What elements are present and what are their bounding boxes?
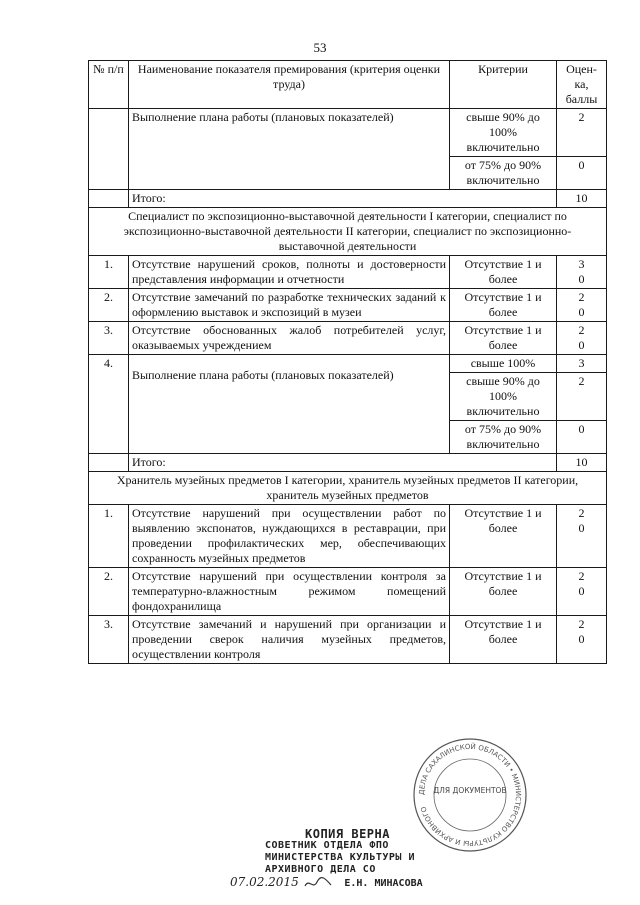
score-no: 0 — [578, 521, 585, 535]
score-yes: 2 — [578, 569, 585, 583]
table-row — [89, 616, 607, 664]
row-name — [129, 355, 450, 454]
row-name: Отсутствие замечаний и нарушений при организации и проведении сверок наличия музейных предметов, осуществлении контроля — [129, 616, 450, 664]
table-row — [89, 355, 607, 373]
row-name: Отсутствие нарушений при осуществлении работ по выявлению экспонатов, нуждающихся в реставрации, при проведении профилактических мер, обеспечивающих сохранность музейных предметов — [129, 505, 450, 568]
score-yes: 3 — [578, 257, 585, 271]
table-row — [89, 322, 607, 355]
table-row — [89, 256, 607, 289]
score-no: 0 — [578, 272, 585, 286]
score-no: 0 — [578, 305, 585, 319]
row-score: 2 — [557, 109, 607, 157]
table-row — [89, 568, 607, 616]
row-score — [557, 505, 607, 568]
row-criteria: Отсутствие 1 и более — [450, 505, 557, 568]
section-title: Хранитель музейных предметов I категории, хранитель музейных предметов II категории, хранитель музейных предметов — [89, 472, 607, 505]
stamp-line-2: СОВЕТНИК ОТДЕЛА ФПО — [265, 840, 389, 851]
copy-certification-stamp — [265, 828, 415, 876]
header-criteria: Критерии — [450, 61, 557, 109]
total-num — [89, 190, 129, 208]
round-seal-stamp — [410, 735, 530, 855]
seal-center-text: ДЛЯ ДОКУМЕНТОВ — [433, 786, 507, 795]
row-name-text: Выполнение плана работы (плановых показателей) — [132, 368, 394, 382]
row-criteria: от 75% до 90% включительно — [450, 157, 557, 190]
row-score: 2 — [557, 373, 607, 421]
table-row — [89, 109, 607, 157]
row-num: 1. — [89, 256, 129, 289]
score-no: 0 — [578, 338, 585, 352]
row-num: 3. — [89, 322, 129, 355]
section-header-row — [89, 472, 607, 505]
row-criteria: Отсутствие 1 и более — [450, 289, 557, 322]
row-num: 1. — [89, 505, 129, 568]
stamp-line-4: АРХИВНОГО ДЕЛА СО — [265, 864, 376, 875]
row-score — [557, 568, 607, 616]
row-num: 2. — [89, 289, 129, 322]
row-num — [89, 109, 129, 190]
total-num — [89, 454, 129, 472]
row-name: Отсутствие нарушений при осуществлении контроля за температурно-влажностным режимом помещений фондохранилища — [129, 568, 450, 616]
header-num: № п/п — [89, 61, 129, 109]
total-value: 10 — [557, 190, 607, 208]
section-title: Специалист по экспозиционно-выставочной деятельности I категории, специалист по экспозиционно-выставочной деятельности II категории, специалист по экспозиционно-выставочной деятельности — [89, 208, 607, 256]
row-num: 3. — [89, 616, 129, 664]
row-num: 2. — [89, 568, 129, 616]
row-name: Отсутствие обоснованных жалоб потребителей услуг, оказываемых учреждением — [129, 322, 450, 355]
seal-ring-text: ДЕЛА САХАЛИНСКОЙ ОБЛАСТИ • МИНИСТЕРСТВО КУЛЬТУРЫ И АРХИВНОГО — [417, 742, 523, 848]
total-label: Итого: — [129, 454, 557, 472]
page-number: 53 — [313, 40, 327, 55]
row-criteria: свыше 90% до 100% включительно — [450, 373, 557, 421]
row-num: 4. — [89, 355, 129, 454]
row-criteria: Отсутствие 1 и более — [450, 616, 557, 664]
score-yes: 2 — [578, 506, 585, 520]
row-score: 0 — [557, 157, 607, 190]
row-score: 0 — [557, 421, 607, 454]
bonus-criteria-table — [88, 60, 607, 664]
table-header-row — [89, 61, 607, 109]
row-criteria: Отсутствие 1 и более — [450, 322, 557, 355]
signature-scribble-icon — [303, 876, 333, 890]
table-row — [89, 505, 607, 568]
row-score — [557, 289, 607, 322]
row-score — [557, 322, 607, 355]
row-score — [557, 616, 607, 664]
row-name: Выполнение плана работы (плановых показателей) — [129, 109, 450, 190]
score-yes: 2 — [578, 290, 585, 304]
total-row — [89, 454, 607, 472]
header-name: Наименование показателя премирования (критерия оценки труда) — [129, 61, 450, 109]
signer-name: Е.Н. МИНАСОВА — [344, 878, 423, 889]
total-row — [89, 190, 607, 208]
stamp-line-3: МИНИСТЕРСТВА КУЛЬТУРЫ И — [265, 852, 415, 863]
header-score: Оцен-ка, баллы — [557, 61, 607, 109]
row-name: Отсутствие нарушений сроков, полноты и достоверности представления информации и отчетности — [129, 256, 450, 289]
row-criteria: Отсутствие 1 и более — [450, 256, 557, 289]
row-score — [557, 256, 607, 289]
table-row — [89, 289, 607, 322]
row-name: Отсутствие замечаний по разработке технических заданий к оформлению выставок и экспозиций в музеи — [129, 289, 450, 322]
score-yes: 2 — [578, 617, 585, 631]
total-value: 10 — [557, 454, 607, 472]
row-score: 3 — [557, 355, 607, 373]
signature-date: 07.02.2015 — [230, 875, 299, 889]
total-label: Итого: — [129, 190, 557, 208]
row-criteria: Отсутствие 1 и более — [450, 568, 557, 616]
score-no: 0 — [578, 584, 585, 598]
score-yes: 2 — [578, 323, 585, 337]
section-header-row — [89, 208, 607, 256]
row-criteria: свыше 100% — [450, 355, 557, 373]
score-no: 0 — [578, 632, 585, 646]
row-criteria: от 75% до 90% включительно — [450, 421, 557, 454]
row-criteria: свыше 90% до 100% включительно — [450, 109, 557, 157]
stamp-line-1: КОПИЯ ВЕРНА — [305, 827, 390, 841]
signature-line — [230, 875, 423, 890]
